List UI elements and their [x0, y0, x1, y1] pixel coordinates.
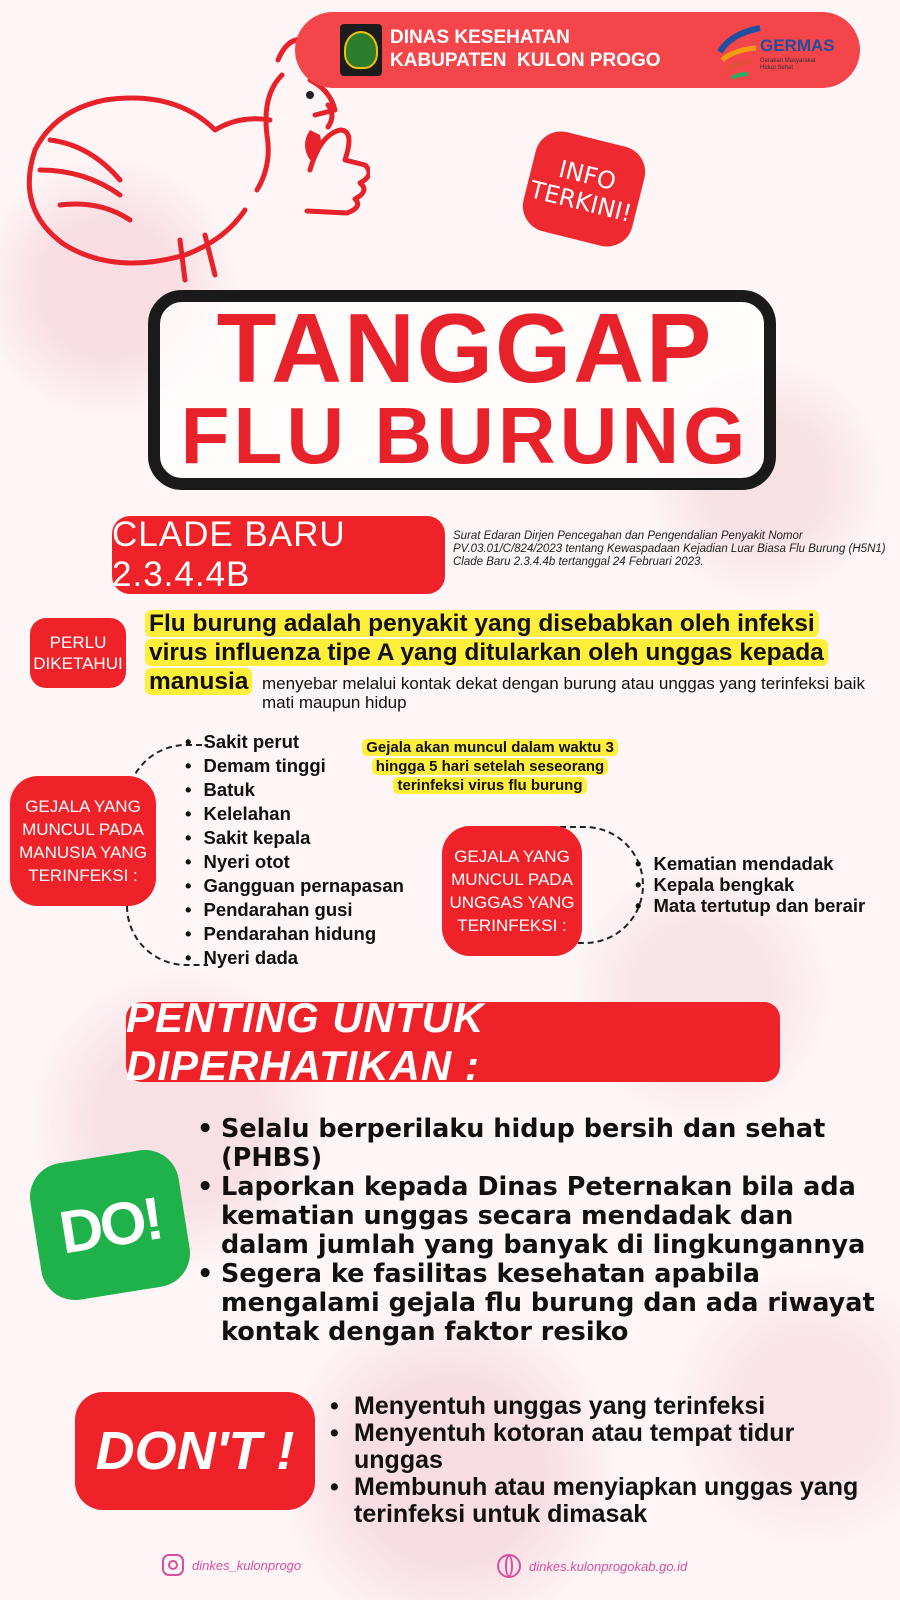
dont-list — [330, 1393, 890, 1528]
list-item: • Kematian mendadak — [635, 853, 865, 874]
header-org-line2: KABUPATEN KULON PROGO — [390, 50, 661, 71]
instagram-handle: dinkes_kulonprogo — [192, 1557, 302, 1573]
human-symptoms-label: GEJALA YANG MUNCUL PADA MANUSIA YANG TERINFEKSI : — [10, 776, 156, 906]
list-item: • Mata tertutup dan berair — [635, 895, 865, 916]
info-label: PERLU DIKETAHUI — [30, 618, 126, 688]
do-list — [197, 1115, 887, 1347]
germas-logo-icon — [716, 24, 764, 80]
list-item: • Segera ke fasilitas kesehatan apabila mengalami gejala flu burung dan ada riwayat kontak dengan faktor resiko — [197, 1260, 887, 1347]
list-item: • Pendarahan hidung — [185, 922, 404, 946]
list-item: • Batuk — [185, 778, 404, 802]
footer-website[interactable] — [497, 1554, 687, 1578]
title-line1: TANGGAP — [216, 293, 714, 403]
list-item: • Kepala bengkak — [635, 874, 865, 895]
website-url: dinkes.kulonprogokab.go.id — [529, 1558, 688, 1574]
emblem-icon — [340, 24, 382, 76]
title-line2: FLU BURUNG — [180, 391, 750, 480]
list-item: • Kelelahan — [185, 802, 404, 826]
germas-subtitle: Gerakan Masyarakat Hidup Sehat — [760, 58, 816, 71]
instagram-icon — [162, 1554, 184, 1576]
list-item: • Laporkan kepada Dinas Peternakan bila ada kematian unggas secara mendadak dan dalam jumlah yang banyak di lingkungannya — [197, 1173, 887, 1260]
list-item: • Pendarahan gusi — [185, 898, 404, 922]
important-heading: PENTING UNTUK DIPERHATIKAN : — [126, 1002, 780, 1082]
globe-icon — [497, 1554, 521, 1578]
spread-text: menyebar melalui kontak dekat dengan burung atau unggas yang terinfeksi baik mati maupun hidup — [262, 674, 865, 712]
dont-badge: DON'T ! — [75, 1392, 315, 1510]
info-badge: INFO TERKINI! — [517, 126, 650, 252]
list-item: • Menyentuh unggas yang terinfeksi — [330, 1393, 890, 1420]
list-item: • Menyentuh kotoran atau tempat tidur unggas — [330, 1420, 890, 1474]
timing-highlight: Gejala akan muncul dalam waktu 3 hingga 5 hari setelah seseorang terinfeksi virus flu burung — [362, 739, 618, 794]
list-item: • Nyeri dada — [185, 946, 404, 970]
poultry-symptoms-list — [635, 853, 865, 916]
header-org-line1: DINAS KESEHATAN — [390, 27, 570, 48]
list-item: • Sakit perut — [185, 730, 404, 754]
poultry-symptoms-label: GEJALA YANG MUNCUL PADA UNGGAS YANG TERINFEKSI : — [442, 826, 582, 956]
symptom-timing-note — [345, 738, 635, 795]
list-item: • Membunuh atau menyiapkan unggas yang terinfeksi untuk dimasak — [330, 1474, 890, 1528]
list-item: • Nyeri otot — [185, 850, 404, 874]
list-item: • Sakit kepala — [185, 826, 404, 850]
definition-highlight: Flu burung adalah penyakit yang disebabkan oleh infeksi virus influenza tipe A yang ditularkan oleh unggas kepada manusia — [145, 610, 828, 695]
do-badge: DO! — [25, 1145, 195, 1305]
header-org — [390, 26, 661, 72]
clade-label: CLADE BARU 2.3.4.4B — [112, 516, 445, 594]
list-item: • Selalu berperilaku hidup bersih dan sehat (PHBS) — [197, 1115, 887, 1173]
germas-title: GERMAS — [760, 36, 835, 55]
footer-instagram[interactable] — [162, 1554, 301, 1576]
list-item: • Demam tinggi — [185, 754, 404, 778]
clade-note: Surat Edaran Dirjen Pencegahan dan Pengendalian Penyakit Nomor PV.03.01/C/824/2023 tentang Kewaspadaan Kejadian Luar Biasa Flu Burung (H5N1) Clade Baru 2.3.4.4b tertanggal 24 Februari 2023. — [453, 530, 886, 568]
list-item: • Gangguan pernapasan — [185, 874, 404, 898]
